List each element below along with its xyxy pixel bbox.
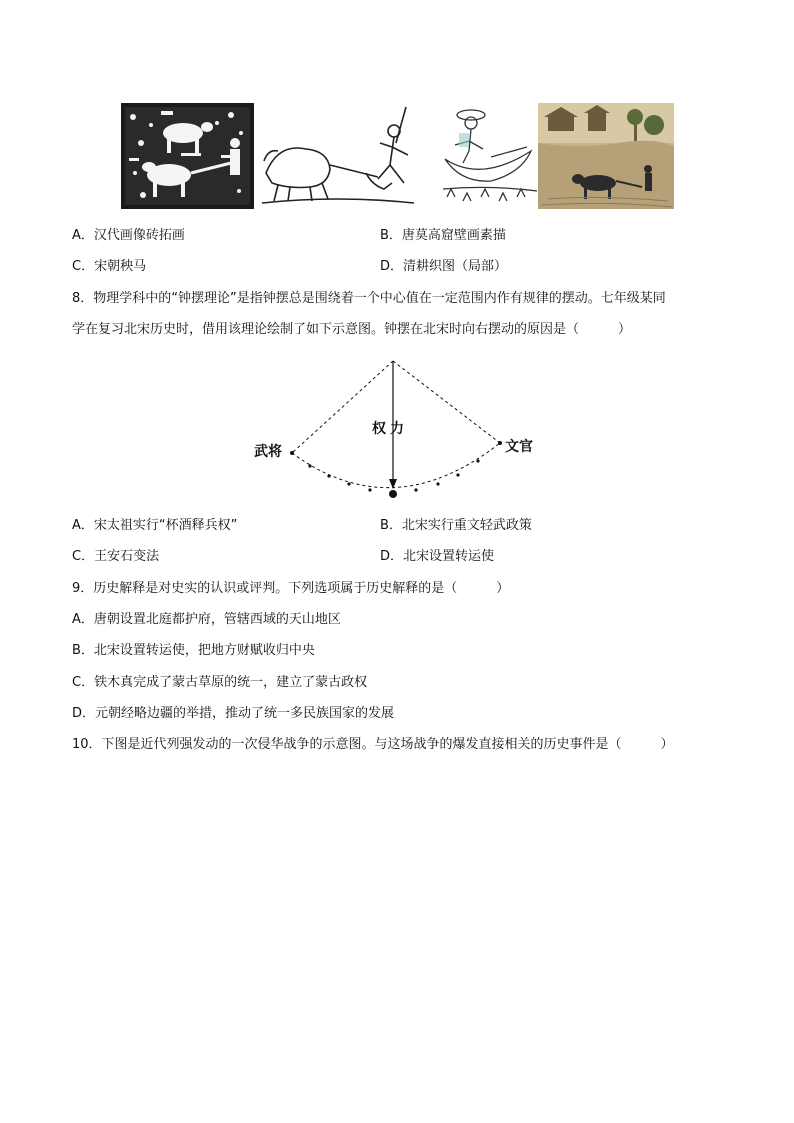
option-text: 北宋设置转运使，把地方财赋收归中央 (93, 643, 315, 658)
option-letter: A． (72, 228, 94, 243)
option-text: 清耕织图（局部） (403, 259, 508, 274)
option-text: 唐朝设置北庭都护府，管辖西域的天山地区 (93, 612, 341, 627)
option-text: 北宋设置转运使 (403, 549, 495, 564)
option-letter: B． (72, 643, 94, 658)
q9-option-a[interactable] (72, 612, 341, 628)
option-letter: B． (380, 228, 402, 243)
seedling-horse-boat-icon (441, 103, 539, 209)
diagram-label-civil-officials: 文官 (505, 439, 533, 455)
ox-plowing-painting-icon (538, 103, 674, 209)
q8-option-c[interactable] (72, 549, 159, 565)
q9-stem: 9．历史解释是对史实的认识或评判。下列选项属于历史解释的是（ ） (72, 581, 510, 596)
q8-option-a[interactable] (72, 518, 237, 534)
option-text: 宋朝秧马 (94, 259, 147, 274)
q7-option-d[interactable] (380, 259, 507, 275)
q7-option-a[interactable] (72, 228, 185, 244)
option-text: 宋太祖实行“杯酒释兵权” (93, 518, 238, 533)
option-text: 北宋实行重文轻武政策 (401, 518, 532, 533)
oxen-plow-rubbing-icon (121, 103, 254, 209)
qing-plowing-painting-image (538, 103, 674, 209)
option-text: 汉代画像砖拓画 (93, 228, 185, 243)
option-letter: D． (72, 706, 96, 721)
q8-stem-line-2: 学在复习北宋历史时，借用该理论绘制了如下示意图。钟摆在北宋时向右摆动的原因是（ ） (72, 322, 632, 337)
pendulum-diagram (248, 357, 548, 507)
option-letter: A． (72, 612, 94, 627)
q8-stem-line-1: 8．物理学科中的“钟摆理论”是指钟摆总是围绕着一个中心值在一定范围内作有规律的摆动。七年级某同 (72, 291, 666, 306)
option-text: 元朝经略边疆的举措，推动了统一多民族国家的发展 (95, 706, 395, 721)
q8-option-d[interactable] (380, 549, 494, 565)
plowing-sketch-icon (258, 103, 418, 209)
q9-option-d[interactable] (72, 706, 394, 722)
q7-image-row (121, 103, 676, 211)
option-letter: C． (72, 549, 95, 564)
option-letter: A． (72, 518, 94, 533)
q9-option-c[interactable] (72, 675, 367, 691)
han-brick-rubbing-image (121, 103, 254, 209)
option-letter: D． (380, 259, 404, 274)
option-letter: B． (380, 518, 402, 533)
song-seedling-boat-image (441, 103, 539, 209)
option-text: 唐莫高窟壁画素描 (401, 228, 506, 243)
option-letter: C． (72, 259, 95, 274)
q7-option-c[interactable] (72, 259, 146, 275)
q7-option-b[interactable] (380, 228, 506, 244)
option-text: 铁木真完成了蒙古草原的统一，建立了蒙古政权 (94, 675, 368, 690)
diagram-label-power: 权力 (372, 421, 408, 437)
q9-option-b[interactable] (72, 643, 315, 659)
option-letter: D． (380, 549, 404, 564)
diagram-label-military-generals: 武将 (254, 444, 282, 460)
q10-stem: 10．下图是近代列强发动的一次侵华战争的示意图。与这场战争的爆发直接相关的历史事件是（ ） (72, 737, 674, 752)
mogao-mural-sketch-image (258, 103, 418, 209)
option-letter: C． (72, 675, 95, 690)
option-text: 王安石变法 (94, 549, 160, 564)
q8-option-b[interactable] (380, 518, 532, 534)
